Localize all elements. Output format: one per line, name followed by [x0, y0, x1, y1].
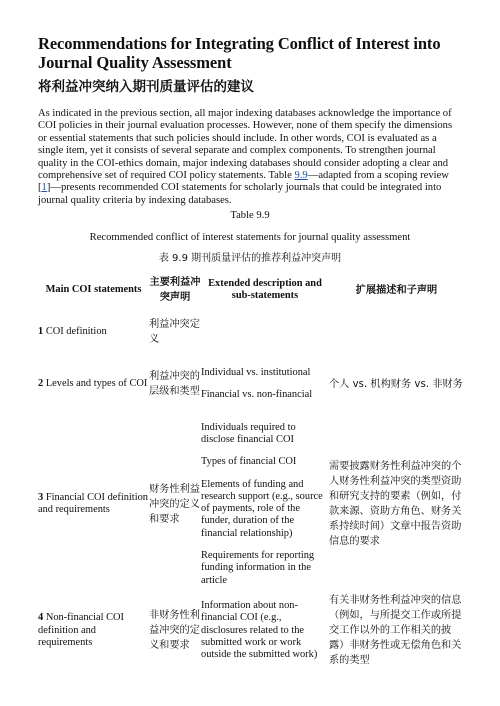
reference-link[interactable]: 1: [41, 182, 47, 194]
row-ext-zh: 需要披露财务性利益冲突的个人财务性利益冲突的类型资助和研究支持的要素（例如，付款来源、资助方角色、财务关系持续时间）文章中报告资助信息的要求: [329, 461, 462, 548]
paragraph-text-3: ]—presents recommended COI statements for scholarly journals that could be integrated into journal quality criteria by indexing databases.: [38, 182, 442, 206]
header-ext-zh: 扩展描述和子声明: [355, 284, 438, 296]
table-header-row: [38, 275, 464, 311]
row-number: 3: [38, 491, 44, 503]
table-row: [38, 311, 464, 353]
sub-statement: Information about non-financial COI (e.g., disclosures related to the submitted work or work outside the submitted work): [201, 600, 318, 661]
table-row: [38, 415, 464, 593]
table-title: Recommended conflict of interest statements for journal quality assessment: [89, 232, 411, 244]
row-main-en-text: Levels and types of COI: [45, 378, 148, 390]
row-main-en: [38, 593, 149, 668]
row-ext-zh: 有关非财务性利益冲突的信息（例如，与所提交工作或所提交工作以外的工作相关的披露）非财务性或无偿角色和关系的类型: [329, 595, 462, 667]
row-ext-zh: 个人 vs. 机构财务 vs. 非财务: [329, 378, 463, 390]
row-main-zh: 利益冲突定义: [149, 319, 200, 346]
table-number: Table 9.9: [230, 210, 270, 222]
row-main-en: [38, 311, 149, 353]
sub-statement: Individuals required to disclose financial COI: [201, 421, 296, 445]
title-zh: 将利益冲突纳入期刊质量评估的建议: [38, 79, 254, 95]
row-main-en-text: COI definition: [45, 326, 107, 338]
sub-statement: Elements of funding and research support (e.g., source of payments, role of the funder, duration of the financial relationship): [201, 478, 323, 539]
row-ext-zh: [329, 311, 464, 353]
title-en: Recommendations for Integrating Conflict of Interest into Journal Quality Assessment: [38, 34, 441, 72]
table-row: [38, 353, 464, 415]
row-main-en: [38, 415, 149, 593]
row-main-en: [38, 353, 149, 415]
intro-paragraph: [38, 108, 462, 207]
table-title-zh: 表 9.9 期刊质量评估的推荐利益冲突声明: [158, 253, 342, 265]
header-main-en: Main COI statements: [45, 284, 142, 296]
row-number: 4: [38, 612, 44, 624]
row-ext-en: [201, 593, 329, 668]
table-link[interactable]: 9.9: [294, 170, 308, 182]
sub-statement: Individual vs. institutional: [201, 366, 311, 378]
header-main-zh: 主要利益冲突声明: [149, 277, 201, 304]
header-ext-en: Extended description and sub-statements: [208, 278, 322, 302]
table-row: [38, 593, 464, 668]
sub-statement: Requirements for reporting funding information in the article: [201, 549, 315, 586]
coi-table: [38, 275, 464, 668]
sub-statement: Financial vs. non-financial: [201, 389, 313, 401]
paragraph-text-1: As indicated in the previous section, all major indexing databases acknowledge the importance of COI policies in their journal evaluation processes. However, none of them specify the dimensions or essential statements that such policies should include. In other words, COI is evaluated as a single item, yet it consists of several separate and complex components. To strengthen journal quality in the COI-ethics domain, major indexing databases should consider adopting a clear and comprehensive set of required COI policy statements. Table: [38, 108, 453, 182]
row-main-zh: 利益冲突的层级和类型: [149, 371, 200, 398]
row-main-zh: 非财务性利益冲突的定义和要求: [149, 610, 200, 652]
row-main-en-text: Financial COI definition and requirements: [38, 491, 148, 516]
row-main-zh: 财务性利益冲突的定义和要求: [149, 483, 200, 525]
row-number: 1: [38, 326, 44, 338]
row-ext-en: [201, 415, 329, 593]
row-ext-en: [201, 353, 329, 415]
row-main-en-text: Non-financial COI definition and requirements: [38, 612, 125, 648]
paragraph-text-2: —adapted from a scoping review [: [38, 170, 449, 194]
row-number: 2: [38, 378, 44, 390]
row-ext-en: [201, 311, 329, 353]
sub-statement: Types of financial COI: [201, 456, 297, 468]
